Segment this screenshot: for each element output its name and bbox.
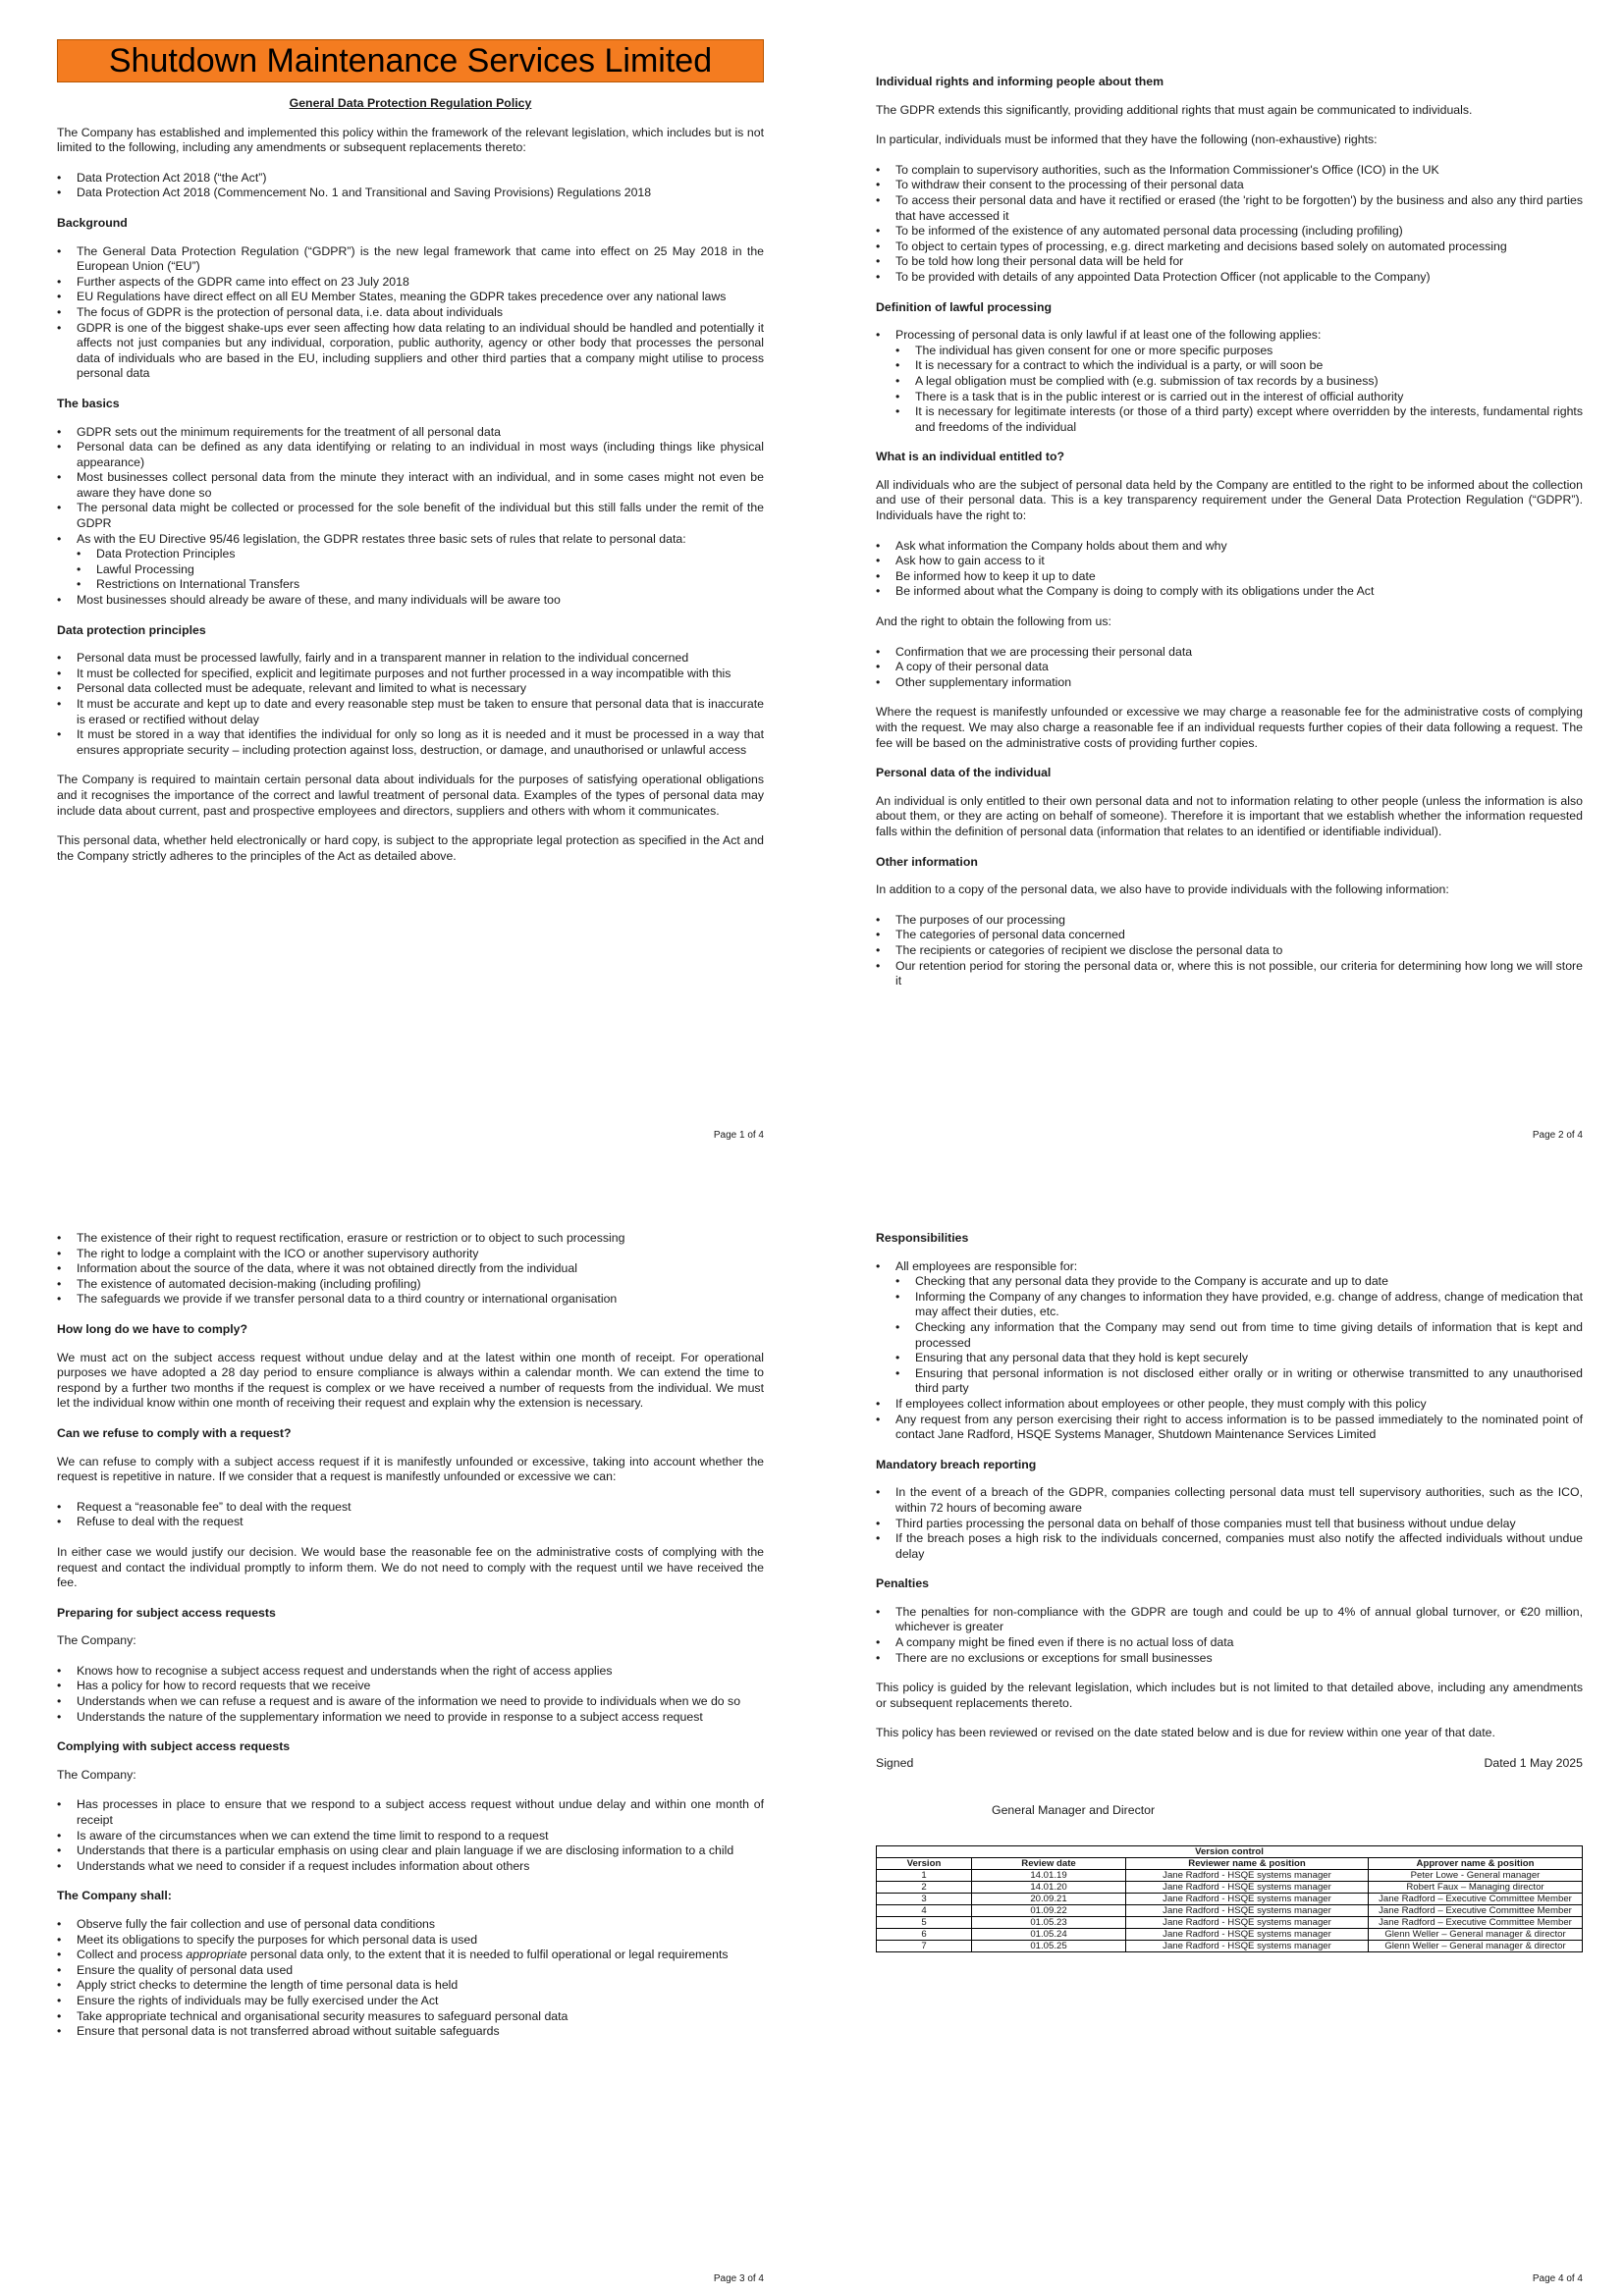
section-heading: Other information	[876, 854, 978, 869]
list-item: • The penalties for non-compliance with the GDPR are tough and could be up to 4% of annual global turnover, or €20 million, whichever is greater	[895, 1605, 1583, 1635]
page-4	[876, 1231, 1583, 1952]
list-item: • Confirmation that we are processing their personal data	[895, 645, 1583, 661]
sub-list	[895, 344, 1583, 436]
list-item: • Has a policy for how to record requests that we receive	[77, 1679, 764, 1694]
list-item: • Be informed how to keep it up to date	[895, 569, 1583, 585]
list-item-text: Processing of personal data is only lawful if at least one of the following applies:	[895, 328, 1322, 343]
version-control-table	[876, 1845, 1583, 1952]
table-cell: Glenn Weller – General manager & director	[1369, 1929, 1583, 1941]
sub-list-item: • It is necessary for legitimate interests (or those of a third party) except where overridden by the interests, fundamental rights and freedoms of the individual	[915, 404, 1583, 435]
company-banner: Shutdown Maintenance Services Limited	[57, 39, 764, 82]
other-list	[876, 913, 1583, 989]
list-item: • A company might be fined even if there is no actual loss of data	[895, 1635, 1583, 1651]
legislation-list	[57, 171, 764, 201]
list-item: • Further aspects of the GDPR came into effect on 23 July 2018	[77, 275, 764, 291]
list-item: • Ask what information the Company holds about them and why	[895, 539, 1583, 555]
section-heading: What is an individual entitled to?	[876, 450, 1064, 464]
page-1	[57, 39, 764, 879]
table-cell: 14.01.20	[972, 1882, 1126, 1894]
paragraph: This personal data, whether held electronically or hard copy, is subject to the appropriate legal protection as specified in the Act and the Company strictly adheres to the principles of the Act as detailed above.	[57, 833, 764, 863]
list-item: • To complain to supervisory authorities, such as the Information Commissioner's Office (ICO) in the UK	[895, 163, 1583, 179]
list-item: • Any request from any person exercising their right to access information is to be passed immediately to the nominated point of contact Jane Radford, HSQE Systems Manager, Shutdown Maintenance Services Limited	[895, 1413, 1583, 1443]
paragraph: Where the request is manifestly unfounded or excessive we may charge a reasonable fee for the administrative costs of complying with the request. We may also charge a reasonable fee if an individual requests further copies of their data following a request. The fee will be based on the administrative costs of providing further copies.	[876, 705, 1583, 750]
list-item: • A copy of their personal data	[895, 660, 1583, 675]
paragraph: This policy is guided by the relevant legislation, which includes but is not limited to that detailed above, including any amendments or subsequent replacements thereto.	[876, 1681, 1583, 1710]
table-cell: 1	[877, 1870, 972, 1882]
list-item: • To object to certain types of processing, e.g. direct marketing and decisions based solely on automated processing	[895, 240, 1583, 255]
list-item: • EU Regulations have direct effect on all EU Member States, meaning the GDPR takes precedence over any national laws	[77, 290, 764, 305]
list-item: • Third parties processing the personal data on behalf of those companies must tell that business without undue delay	[895, 1517, 1583, 1532]
table-row	[877, 1870, 1583, 1882]
table-row	[877, 1905, 1583, 1917]
list-item: • Apply strict checks to determine the length of time personal data is held	[77, 1978, 764, 1994]
list-item: • To be provided with details of any appointed Data Protection Officer (not applicable to the Company)	[895, 270, 1583, 286]
signature-row	[876, 1756, 1583, 1772]
intro-paragraph: The Company has established and implemented this policy within the framework of the relevant legislation, which includes but is not limited to the following, including any amendments or subsequent replacements thereto:	[57, 125, 764, 155]
list-item: • Understands that there is a particular emphasis on using clear and plain language if we are disclosing information to a child	[77, 1843, 764, 1859]
text-run: Collect and process	[77, 1948, 187, 1962]
list-item: • Understands what we need to consider if a request includes information about others	[77, 1859, 764, 1875]
table-cell: 01.05.23	[972, 1917, 1126, 1929]
preparing-list	[57, 1664, 764, 1725]
section-heading: How long do we have to comply?	[57, 1321, 248, 1336]
table-cell: Jane Radford - HSQE systems manager	[1126, 1870, 1369, 1882]
signatory-role: General Manager and Director	[992, 1802, 1156, 1817]
table-row	[877, 1894, 1583, 1905]
list-item: • Most businesses collect personal data from the minute they interact with an individual, and in some cases might not even be aware they have done so	[77, 470, 764, 501]
list-item: • The right to lodge a complaint with the ICO or another supervisory authority	[77, 1247, 764, 1262]
sub-list-item: • Restrictions on International Transfers	[96, 577, 764, 593]
table-row	[877, 1929, 1583, 1941]
list-item: • The General Data Protection Regulation (“GDPR”) is the new legal framework that came into effect on 25 May 2018 in the European Union (“EU”)	[77, 244, 764, 275]
list-item: • To be informed of the existence of any automated personal data processing (including profiling)	[895, 224, 1583, 240]
list-item: • If employees collect information about employees or other people, they must comply with this policy	[895, 1397, 1583, 1413]
table-cell: 4	[877, 1905, 972, 1917]
table-cell: Peter Lowe - General manager	[1369, 1870, 1583, 1882]
shall-list	[57, 1917, 764, 2040]
list-item	[77, 1948, 764, 1963]
list-item: • It must be accurate and kept up to date and every reasonable step must be taken to ensure that personal data that is inaccurate is erased or rectified without delay	[77, 697, 764, 727]
sub-list-item: • A legal obligation must be complied with (e.g. submission of tax records by a business)	[915, 374, 1583, 390]
list-item-text: All employees are responsible for:	[895, 1258, 1078, 1273]
table-cell: Jane Radford - HSQE systems manager	[1126, 1894, 1369, 1905]
list-item: • Ask how to gain access to it	[895, 554, 1583, 569]
sub-list-item: • There is a task that is in the public interest or is carried out in the interest of official authority	[915, 390, 1583, 405]
list-item: • Request a “reasonable fee” to deal with the request	[77, 1500, 764, 1516]
list-item: • GDPR is one of the biggest shake-ups ever seen affecting how data relating to an individual should be handled and potentially it affects not just companies but any individual, corporation, public authority, agency or other body that processes the personal data of individuals who are based in the EU, including suppliers and other third parties that a company might utilise to process personal data	[77, 321, 764, 382]
emphasis-text: appropriate	[186, 1948, 247, 1962]
rights-list	[876, 163, 1583, 286]
table-cell: 6	[877, 1929, 972, 1941]
page-footer: Page 1 of 4	[713, 1130, 764, 1141]
list-item: • Other supplementary information	[895, 675, 1583, 691]
table-title: Version control	[877, 1846, 1583, 1858]
list-item: • Ensure the quality of personal data used	[77, 1963, 764, 1979]
paragraph: This policy has been reviewed or revised on the date stated below and is due for review within one year of that date.	[876, 1726, 1495, 1740]
table-row	[877, 1917, 1583, 1929]
list-item: • Meet its obligations to specify the purposes for which personal data is used	[77, 1933, 764, 1949]
list-item: • Refuse to deal with the request	[77, 1515, 764, 1530]
list-item	[77, 532, 764, 593]
list-item: • In the event of a breach of the GDPR, companies collecting personal data must tell supervisory authorities, such as the ICO, within 72 hours of becoming aware	[895, 1485, 1583, 1516]
table-cell: 01.05.25	[972, 1941, 1126, 1952]
list-item: • Information about the source of the data, where it was not obtained directly from the individual	[77, 1261, 764, 1277]
list-item: • Be informed about what the Company is doing to comply with its obligations under the Act	[895, 584, 1583, 600]
list-item: • To withdraw their consent to the processing of their personal data	[895, 178, 1583, 193]
list-item: • Ensure that personal data is not transferred abroad without suitable safeguards	[77, 2024, 764, 2040]
table-cell: 7	[877, 1941, 972, 1952]
column-header: Approver name & position	[1369, 1858, 1583, 1870]
list-item: • Ensure the rights of individuals may be fully exercised under the Act	[77, 1994, 764, 2009]
table-cell: Glenn Weller – General manager & director	[1369, 1941, 1583, 1952]
paragraph: An individual is only entitled to their own personal data and not to information relating to other people (unless the information is also about them, or they are acting on behalf of someone). Therefore it is important that we establish whether the information requested falls within the definition of personal data (information that relates to an identified or identifiable individual).	[876, 793, 1583, 838]
section-heading: Responsibilities	[876, 1231, 969, 1245]
sub-list-item: • It is necessary for a contract to which the individual is a party, or will soon be	[915, 358, 1583, 374]
section-heading: The Company shall:	[57, 1889, 172, 1903]
signed-label: Signed	[876, 1756, 914, 1771]
table-row	[877, 1882, 1583, 1894]
list-item: • The existence of automated decision-making (including profiling)	[77, 1277, 764, 1293]
refuse-list	[57, 1500, 764, 1530]
continued-list	[57, 1231, 764, 1308]
section-heading: Preparing for subject access requests	[57, 1605, 276, 1620]
section-heading: Definition of lawful processing	[876, 299, 1052, 314]
principles-list	[57, 651, 764, 758]
paragraph: The Company:	[57, 1633, 136, 1648]
paragraph: The Company:	[57, 1767, 136, 1782]
list-item: • The recipients or categories of recipient we disclose the personal data to	[895, 943, 1583, 959]
list-item: • To be told how long their personal data will be held for	[895, 254, 1583, 270]
paragraph: All individuals who are the subject of personal data held by the Company are entitled to the right to be informed about the collection and use of their personal data. This is a key transparency requirement under the General Data Protection Regulation (“GDPR”). Individuals have the right to:	[876, 477, 1583, 523]
table-cell: 20.09.21	[972, 1894, 1126, 1905]
page-footer: Page 3 of 4	[713, 2273, 764, 2284]
penalties-list	[876, 1605, 1583, 1666]
sub-list	[895, 1274, 1583, 1397]
table-cell: 14.01.19	[972, 1870, 1126, 1882]
list-item: • The existence of their right to request rectification, erasure or restriction or to object to such processing	[77, 1231, 764, 1247]
section-heading: Individual rights and informing people about them	[876, 75, 1164, 88]
sub-list-item: • Data Protection Principles	[96, 547, 764, 562]
section-heading: Complying with subject access requests	[57, 1739, 291, 1754]
sub-list-item: • The individual has given consent for one or more specific purposes	[915, 344, 1583, 359]
list-item: • Understands when we can refuse a request and is aware of the information we need to provide to individuals when we do so	[77, 1694, 764, 1710]
page-3	[57, 1231, 764, 2055]
sub-list-item: • Checking any information that the Company may send out from time to time giving details of information that is kept and processed	[915, 1320, 1583, 1351]
list-item-text: As with the EU Directive 95/46 legislation, the GDPR restates three basic sets of rules that relate to personal data:	[77, 531, 686, 546]
list-item: • It must be stored in a way that identifies the individual for only so long as it is needed and it must be processed in a way that ensures appropriate security – including protection against loss, destruction, or damage, and unauthorised or unlawful access	[77, 727, 764, 758]
table-row	[877, 1941, 1583, 1952]
text-run: personal data only, to the extent that it is needed to fulfil operational or legal requirements	[246, 1948, 729, 1962]
paragraph: In addition to a copy of the personal data, we also have to provide individuals with the following information:	[876, 882, 1449, 897]
table-cell: 5	[877, 1917, 972, 1929]
list-item: • Understands the nature of the supplementary information we need to provide in response to a subject access request	[77, 1710, 764, 1726]
paragraph: And the right to obtain the following from us:	[876, 614, 1111, 629]
list-item	[895, 1259, 1583, 1397]
list-item: • Is aware of the circumstances when we can extend the time limit to respond to a request	[77, 1829, 764, 1844]
list-item: • GDPR sets out the minimum requirements for the treatment of all personal data	[77, 425, 764, 441]
sub-list	[77, 547, 764, 593]
list-item: • Personal data can be defined as any data identifying or relating to an individual in most ways (including things like physical appearance)	[77, 440, 764, 470]
paragraph: We can refuse to comply with a subject access request if it is manifestly unfounded or excessive, taking into account whether the request is repetitive in nature. If we consider that a request is manifestly unfounded or excessive we can:	[57, 1454, 764, 1484]
entitled-list	[876, 539, 1583, 600]
table-cell: Jane Radford - HSQE systems manager	[1126, 1941, 1369, 1952]
list-item: • The focus of GDPR is the protection of personal data, i.e. data about individuals	[77, 305, 764, 321]
table-cell: Jane Radford - HSQE systems manager	[1126, 1917, 1369, 1929]
paragraph: In particular, individuals must be informed that they have the following (non-exhaustive) rights:	[876, 133, 1378, 147]
paragraph: In either case we would justify our decision. We would base the reasonable fee on the administrative costs of complying with the request and contact the individual promptly to inform them. We do not need to comply with the request until we have received the fee.	[57, 1544, 764, 1590]
section-heading: Background	[57, 215, 128, 230]
section-heading: Penalties	[876, 1576, 929, 1591]
table-cell: Jane Radford – Executive Committee Member	[1369, 1917, 1583, 1929]
list-item: • Personal data must be processed lawfully, fairly and in a transparent manner in relation to the individual concerned	[77, 651, 764, 667]
list-item: • Data Protection Act 2018 (Commencement No. 1 and Transitional and Saving Provisions) Regulations 2018	[77, 186, 764, 201]
table-cell: Jane Radford – Executive Committee Member	[1369, 1905, 1583, 1917]
sub-list-item: • Informing the Company of any changes to information they have provided, e.g. change of address, change of medication that may affect their duties, etc.	[915, 1290, 1583, 1320]
paragraph: We must act on the subject access request without undue delay and at the latest within one month of receipt. For operational purposes we have adopted a 28 day period to ensure compliance is always within a calendar month. We can extend the time to respond by a further two months if the request is complex or we have received a number of requests from the individual. We must let the individual know within one month of receiving their request and explain why the extension is necessary.	[57, 1350, 764, 1411]
obtain-list	[876, 645, 1583, 691]
paragraph: The GDPR extends this significantly, providing additional rights that must again be communicated to individuals.	[876, 102, 1473, 117]
list-item: • There are no exclusions or exceptions for small businesses	[895, 1651, 1583, 1667]
column-header: Version	[877, 1858, 972, 1870]
table-cell: 2	[877, 1882, 972, 1894]
table-cell: 01.09.22	[972, 1905, 1126, 1917]
list-item: • The purposes of our processing	[895, 913, 1583, 929]
list-item: • Observe fully the fair collection and use of personal data conditions	[77, 1917, 764, 1933]
list-item: • The personal data might be collected or processed for the sole benefit of the individual but this still falls under the remit of the GDPR	[77, 501, 764, 531]
list-item: • The safeguards we provide if we transfer personal data to a third country or international organisation	[77, 1292, 764, 1308]
list-item: • The categories of personal data concerned	[895, 928, 1583, 943]
list-item: • Most businesses should already be aware of these, and many individuals will be aware too	[77, 593, 764, 609]
table-cell: Robert Faux – Managing director	[1369, 1882, 1583, 1894]
background-list	[57, 244, 764, 382]
complying-list	[57, 1797, 764, 1874]
list-item: • Take appropriate technical and organisational security measures to safeguard personal data	[77, 2009, 764, 2025]
page-2	[876, 75, 1583, 1004]
page-footer: Page 4 of 4	[1532, 2273, 1583, 2284]
responsibilities-list	[876, 1259, 1583, 1443]
section-heading: Mandatory breach reporting	[876, 1457, 1037, 1471]
breach-list	[876, 1485, 1583, 1562]
table-cell: Jane Radford - HSQE systems manager	[1126, 1929, 1369, 1941]
sub-list-item: • Ensuring that any personal data that they hold is kept securely	[915, 1351, 1583, 1366]
list-item	[895, 328, 1583, 435]
basics-list	[57, 425, 764, 609]
page-footer: Page 2 of 4	[1532, 1130, 1583, 1141]
list-item: • Personal data collected must be adequate, relevant and limited to what is necessary	[77, 681, 764, 697]
sub-list-item: • Lawful Processing	[96, 562, 764, 578]
column-header: Reviewer name & position	[1126, 1858, 1369, 1870]
list-item: • Our retention period for storing the personal data or, where this is not possible, our criteria for determining how long we will store it	[895, 959, 1583, 989]
list-item: • To access their personal data and have it rectified or erased (the 'right to be forgotten') by the business and also any third parties that have accessed it	[895, 193, 1583, 224]
section-heading: Data protection principles	[57, 622, 206, 637]
list-item: • Knows how to recognise a subject access request and understands when the right of access applies	[77, 1664, 764, 1680]
section-heading: The basics	[57, 396, 120, 410]
list-item: • It must be collected for specified, explicit and legitimate purposes and not further processed in a way incompatible with this	[77, 667, 764, 682]
dated-label: Dated 1 May 2025	[1484, 1756, 1583, 1771]
table-cell: Jane Radford - HSQE systems manager	[1126, 1905, 1369, 1917]
column-header: Review date	[972, 1858, 1126, 1870]
paragraph: The Company is required to maintain certain personal data about individuals for the purposes of satisfying operational obligations and it recognises the importance of the correct and lawful treatment of personal data. Examples of the types of personal data may include data about current, past and prospective employees and directors, suppliers and others with whom it communicates.	[57, 773, 764, 818]
list-item: • If the breach poses a high risk to the individuals concerned, companies must also notify the affected individuals without undue delay	[895, 1531, 1583, 1562]
policy-title: General Data Protection Regulation Policy	[289, 96, 532, 110]
section-heading: Can we refuse to comply with a request?	[57, 1425, 292, 1440]
lawful-list	[876, 328, 1583, 435]
sub-list-item: • Ensuring that personal information is not disclosed either orally or in writing or otherwise transmitted to any unauthorised third party	[915, 1366, 1583, 1397]
table-cell: Jane Radford - HSQE systems manager	[1126, 1882, 1369, 1894]
list-item: • Data Protection Act 2018 (“the Act”)	[77, 171, 764, 187]
section-heading: Personal data of the individual	[876, 766, 1052, 780]
table-cell: 3	[877, 1894, 972, 1905]
sub-list-item: • Checking that any personal data they provide to the Company is accurate and up to date	[915, 1274, 1583, 1290]
table-cell: Jane Radford – Executive Committee Member	[1369, 1894, 1583, 1905]
table-cell: 01.05.24	[972, 1929, 1126, 1941]
list-item: • Has processes in place to ensure that we respond to a subject access request without undue delay and within one month of receipt	[77, 1797, 764, 1828]
